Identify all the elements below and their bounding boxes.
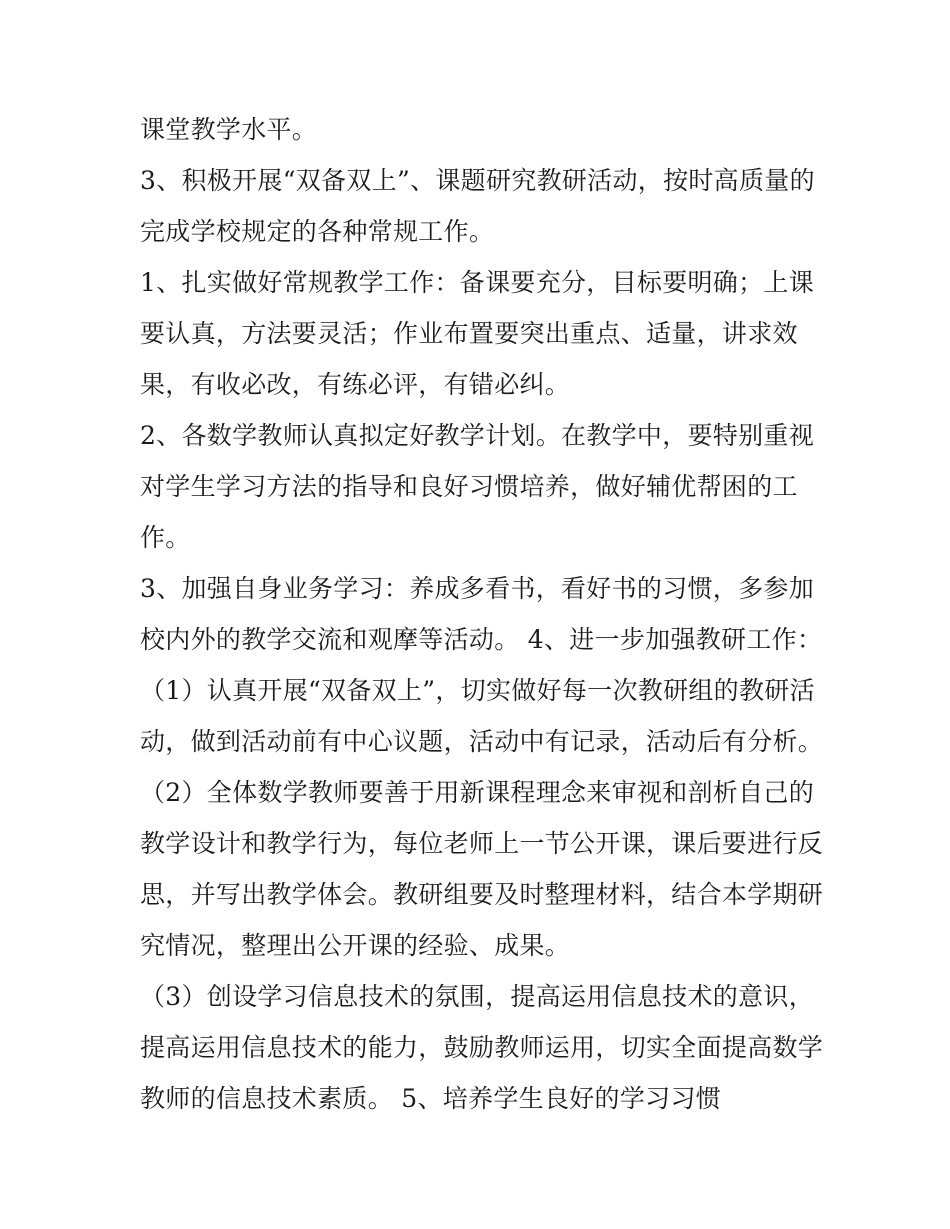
- text-line: 思，并写出教学体会。教研组要及时整理材料，结合本学期研: [140, 880, 824, 909]
- text-line: 究情况，整理出公开课的经验、成果。: [140, 931, 571, 960]
- text-line: 教师的信息技术素质。 5、培养学生良好的学习习惯: [140, 1084, 722, 1113]
- text-line: 提高运用信息技术的能力，鼓励教师运用，切实全面提高数学: [140, 1033, 824, 1062]
- text-line: 2、各数学教师认真拟定好教学计划。在教学中，要特别重视: [140, 421, 815, 450]
- text-line: 要认真，方法要灵活；作业布置要突出重点、适量，讲求效: [140, 319, 798, 348]
- text-line: 课堂教学水平。: [140, 115, 318, 144]
- text-line: 对学生学习方法的指导和良好习惯培养，做好辅优帮困的工: [140, 472, 798, 501]
- text-line: （2）全体数学教师要善于用新课程理念来审视和剖析自己的: [140, 778, 815, 807]
- text-line: 完成学校规定的各种常规工作。: [140, 217, 495, 246]
- text-line: （3）创设学习信息技术的氛围，提高运用信息技术的意识，: [140, 982, 815, 1011]
- text-line: （1）认真开展“双备双上”，切实做好每一次教研组的教研活: [140, 676, 815, 705]
- text-line: 3、积极开展“双备双上”、课题研究教研活动，按时高质量的: [140, 166, 815, 195]
- text-line: 教学设计和教学行为，每位老师上一节公开课，课后要进行反: [140, 829, 824, 858]
- document-body: [140, 104, 824, 1124]
- text-line: 校内外的教学交流和观摩等活动。 4、进一步加强教研工作：: [140, 625, 823, 654]
- text-line: 果，有收必改，有练必评，有错必纠。: [140, 370, 571, 399]
- text-line: 动，做到活动前有中心议题，活动中有记录，活动后有分析。: [140, 727, 824, 756]
- text-line: 3、加强自身业务学习：养成多看书，看好书的习惯，多参加: [140, 574, 815, 603]
- text-line: 1、扎实做好常规教学工作：备课要充分，目标要明确；上课: [140, 268, 815, 297]
- text-line: 作。: [140, 523, 191, 552]
